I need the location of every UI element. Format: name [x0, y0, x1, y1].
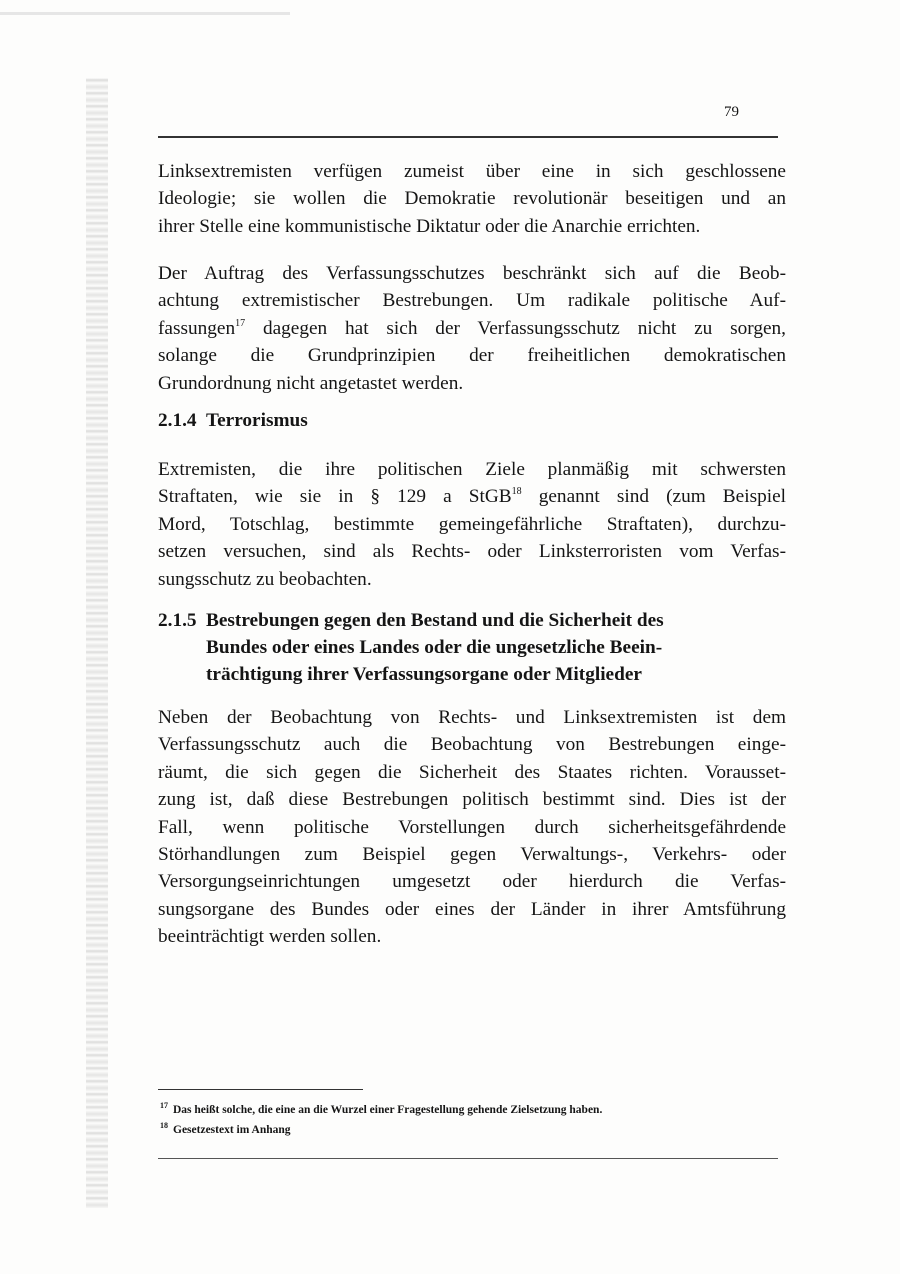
text-line: achtung extremistischer Bestrebungen. Um radikale politische Auf- — [158, 290, 786, 312]
text-line: Versorgungseinrichtungen umgesetzt oder hierdurch die Verfas- — [158, 871, 786, 893]
section-title-line: Bestrebungen gegen den Bestand und die Sicherheit des — [206, 610, 664, 631]
footnote-18 — [160, 1118, 602, 1138]
scan-binding-edge — [86, 78, 108, 1208]
text-line: Grundordnung nicht angetastet werden. — [158, 372, 464, 394]
text-fragment: dagegen hat sich der Verfassungsschutz nicht zu sorgen, — [245, 317, 786, 339]
section-title-line: Bundes oder eines Landes oder die ungesetzliche Beein- — [206, 637, 663, 658]
text-line: beeinträchtigt werden sollen. — [158, 926, 382, 948]
footnote-ref-18: 18 — [511, 486, 522, 498]
text-fragment: fassungen — [158, 317, 236, 339]
text-fragment: Straftaten, wie sie in § 129 a StGB — [158, 486, 512, 508]
section-title: Terrorismus — [206, 410, 308, 431]
text-line: ihrer Stelle eine kommunistische Diktatur oder die Anarchie errichten. — [158, 215, 701, 237]
text-line: Mord, Totschlag, bestimmte gemeingefährliche Straftaten), durchzu- — [158, 513, 786, 535]
text-line: zung ist, daß diese Bestrebungen politisch bestimmt sind. Dies ist der — [158, 789, 786, 811]
footnote-text: Das heißt solche, die eine an die Wurzel einer Fragestellung gehende Zielsetzung haben. — [173, 1103, 603, 1116]
text-line: Linksextremisten verfügen zumeist über eine in sich geschlossene — [158, 161, 786, 182]
footnote-17 — [160, 1098, 602, 1118]
footer-rule — [158, 1158, 778, 1159]
scan-smudge — [0, 12, 290, 15]
footnotes — [160, 1098, 602, 1138]
text-line — [158, 483, 786, 510]
section-number: 2.1.5 — [158, 610, 197, 631]
footnote-mark: 17 — [160, 1101, 168, 1110]
section-heading-2-1-4 — [158, 407, 308, 434]
paragraph-neben — [158, 704, 786, 951]
footnote-mark: 18 — [160, 1120, 168, 1130]
footnote-text: Gesetzestext im Anhang — [173, 1123, 291, 1136]
text-line: Neben der Beobachtung von Rechts- und Linksextremisten ist dem — [158, 707, 786, 728]
text-line: Verfassungsschutz auch die Beobachtung von Bestrebungen einge- — [158, 734, 786, 756]
text-line: setzen versuchen, sind als Rechts- oder Linksterroristen vom Verfas- — [158, 541, 786, 563]
footnote-ref-17: 17 — [235, 317, 246, 329]
section-heading-2-1-5 — [158, 607, 758, 688]
text-line: solange die Grundprinzipien der freiheitlichen demokratischen — [158, 345, 786, 367]
footnote-rule — [158, 1089, 363, 1090]
paragraph-auftrag — [158, 260, 786, 397]
text-line: sungsschutz zu beobachten. — [158, 568, 372, 590]
section-title-line: trächtigung ihrer Verfassungsorgane oder Mitglieder — [206, 664, 642, 685]
paragraph-extremisten — [158, 456, 786, 593]
page-number: 79 — [724, 104, 739, 120]
section-number: 2.1.4 — [158, 410, 197, 431]
text-line: Extremisten, die ihre politischen Ziele planmäßig mit schwersten — [158, 459, 786, 480]
text-line: Ideologie; sie wollen die Demokratie revolutionär beseitigen und an — [158, 188, 786, 210]
text-line — [158, 315, 786, 342]
text-line: Störhandlungen zum Beispiel gegen Verwaltungs-, Verkehrs- oder — [158, 844, 786, 866]
text-line: Der Auftrag des Verfassungsschutzes beschränkt sich auf die Beob- — [158, 263, 786, 284]
header-rule — [158, 136, 778, 138]
text-line: sungsorgane des Bundes oder eines der Länder in ihrer Amtsführung — [158, 898, 786, 920]
paragraph-linksextremisten — [158, 158, 786, 240]
text-line: räumt, die sich gegen die Sicherheit des Staates richten. Vorausset- — [158, 761, 786, 783]
text-line: Fall, wenn politische Vorstellungen durch sicherheitsgefährdende — [158, 816, 786, 838]
text-fragment: genannt sind (zum Beispiel — [521, 486, 786, 508]
